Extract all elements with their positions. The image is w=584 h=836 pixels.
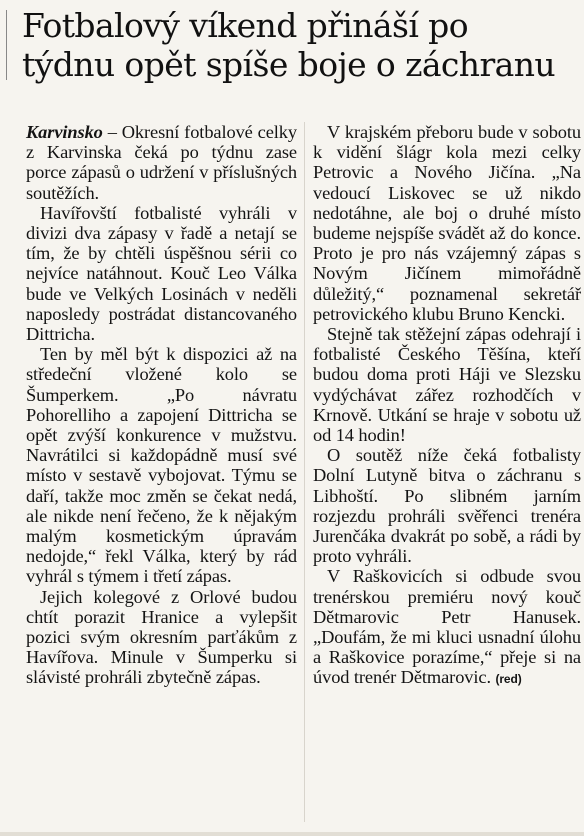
article-paragraph-2: Havířovští fotbalisté vyhráli v divizi dva zápasy v řadě a netají se tím, že by chtěli úspěšnou sérii co nejvíce natáhnout. Kouč Leo Válka bude ve Velkých Losinách v neděli naposledy postrádat distancovaného Dittricha. bbox=[26, 202, 297, 345]
headline-line-2: týdnu opět spíše boje o záchranu bbox=[22, 45, 556, 84]
column-divider bbox=[304, 122, 305, 822]
article-column-right bbox=[313, 122, 581, 690]
dateline: Karvinsko bbox=[26, 122, 103, 142]
article-paragraph-3: Ten by měl být k dispozici až na středeční vložené kolo se Šumperkem. „Po návratu Pohorelliho a zapojení Dittricha se opět zvýší konkurence v mužstvu. Navrátilci si každopádně musí své místo v sestavě vybojovat. Týmu se daří, takže moc změn se čekat nedá, ale nikde není řečeno, že k nějakým malým kosmetickým úpravám nedojde,“ řekl Válka, který by rád vyhrál s týmem i třetí zápas. bbox=[26, 344, 297, 587]
paragraph-text: Okresní fotbalové celky z Karvinska čeká po týdnu zase porce zápasů o udržení v příslušných soutěžích. bbox=[26, 122, 297, 203]
paragraph-text: V Raškovicích si odbude svou trenérskou premiéru nový kouč Dětmarovic Petr Hanusek. „Doufám, že mi kluci usnadní úlohu a Raškovice porazíme,“ přeje si na úvod trenér Dětmarovic. bbox=[313, 566, 581, 688]
clipping-edge-rule bbox=[6, 10, 7, 80]
article-column-left bbox=[26, 122, 297, 688]
headline-line-1: Fotbalový víkend přináší po bbox=[22, 6, 468, 45]
article-paragraph-5: V krajském přeboru bude v sobotu k vidění šlágr kola mezi celky Petrovic a Nového Jičína. „Na vedoucí Liskovec se už nikdo nedotáhne, ale boj o druhé místo budeme nejspíše svádět až do konce. Proto je pro nás vzájemný zápas s Novým Jičínem mimořádně důležitý,“ poznamenal sekretář petrovického klubu Bruno Kencki. bbox=[313, 122, 581, 324]
headline bbox=[22, 6, 578, 84]
clipping-bottom-edge bbox=[0, 832, 584, 836]
article-paragraph-8 bbox=[313, 566, 581, 689]
article-paragraph-6: Stejně tak stěžejní zápas odehrají i fotbalisté Českého Těšína, kteří budou doma proti Háji ve Slezsku vydýchávat zářez rozhodčích v Krnově. Utkání se hraje v sobotu už od 14 hodin! bbox=[313, 324, 581, 446]
article-paragraph-7: O soutěž níže čeká fotbalisty Dolní Lutyně bitva o záchranu s Libhoští. Po slibném jarním rozjezdu prohráli svěřenci trenéra Jurenčáka dvakrát po sobě, a rádi by proto vyhráli. bbox=[313, 445, 581, 567]
author-signoff: (red) bbox=[495, 672, 522, 687]
article-paragraph-4: Jejich kolegové z Orlové budou chtít porazit Hranice a vylepšit pozici svým okresním parťákům z Havířova. Minule v Šumperku si slávisté prohráli zbytečně zápas. bbox=[26, 586, 297, 688]
dateline-separator: – bbox=[102, 122, 122, 142]
article-paragraph-1 bbox=[26, 122, 297, 203]
